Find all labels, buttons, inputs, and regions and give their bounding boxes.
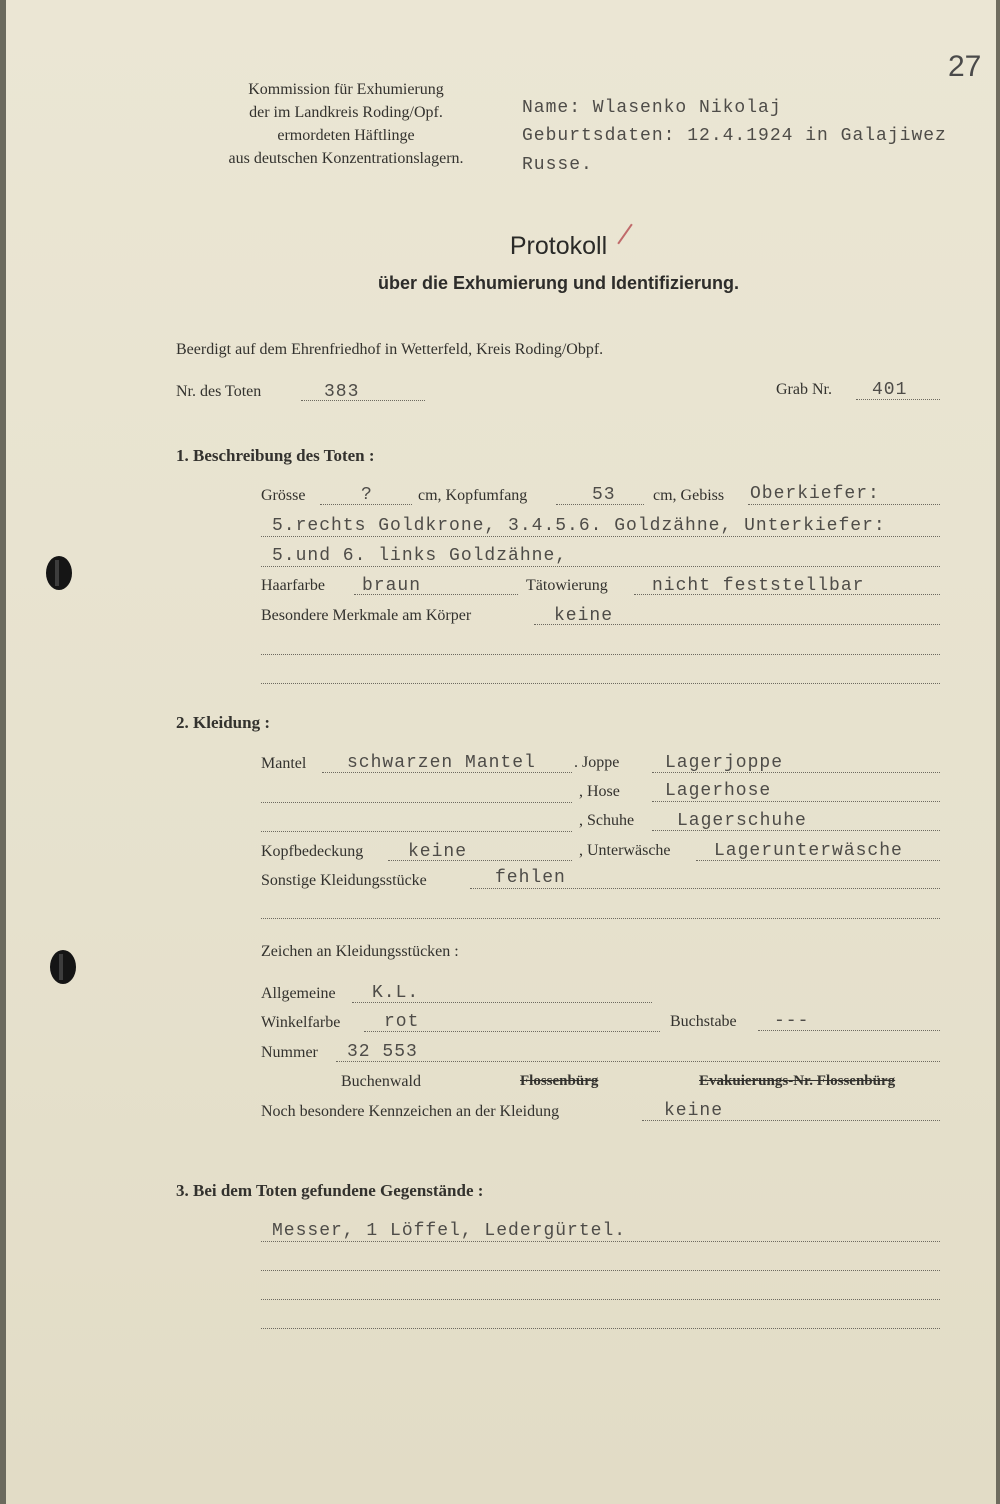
headwear-value: keine xyxy=(408,842,468,862)
dead-nr-label: Nr. des Toten xyxy=(176,383,262,400)
head-value: 53 xyxy=(592,485,616,505)
size-label: Grösse xyxy=(261,487,306,504)
person-name: Name: Wlasenko Nikolaj xyxy=(522,98,782,118)
trousers-blank-line xyxy=(261,802,572,803)
other-clothes-line-2 xyxy=(261,918,940,919)
grave-nr-label: Grab Nr. xyxy=(776,381,832,398)
tattoo-label: Tätowierung xyxy=(526,577,608,594)
triangle-value: rot xyxy=(384,1012,420,1032)
underwear-label: , Unterwäsche xyxy=(579,842,671,859)
items-line-2 xyxy=(261,1270,940,1271)
letter-label: Buchstabe xyxy=(670,1013,737,1030)
items-line-3 xyxy=(261,1299,940,1300)
items-value: Messer, 1 Löffel, Ledergürtel. xyxy=(272,1221,627,1241)
number-label: Nummer xyxy=(261,1044,318,1061)
jacket-label: . Joppe xyxy=(574,754,620,771)
number-line xyxy=(336,1061,940,1062)
camp-flossenburg: Flossenbürg xyxy=(520,1073,599,1089)
document-title: Protokoll xyxy=(509,232,608,260)
trousers-label: , Hose xyxy=(579,783,620,800)
coat-value: schwarzen Mantel xyxy=(347,753,536,773)
triangle-label: Winkelfarbe xyxy=(261,1014,341,1031)
punch-hole-bottom xyxy=(50,950,76,984)
teeth-value-1: Oberkiefer: xyxy=(750,484,880,504)
teeth-line-2 xyxy=(261,536,940,537)
commission-line-4: aus deutschen Konzentrationslagern. xyxy=(228,150,464,167)
headwear-label: Kopfbedeckung xyxy=(261,843,364,860)
teeth-line-1 xyxy=(748,504,940,505)
other-clothes-value: fehlen xyxy=(495,868,566,888)
punch-hole-top xyxy=(46,556,72,590)
tattoo-value: nicht feststellbar xyxy=(652,576,865,596)
items-line-4 xyxy=(261,1328,940,1329)
commission-line-2: der im Landkreis Roding/Opf. xyxy=(249,104,443,121)
dead-nr-line xyxy=(301,400,425,401)
teeth-value-3: 5.und 6. links Goldzähne, xyxy=(272,546,568,566)
general-label: Allgemeine xyxy=(261,985,336,1002)
camp-buchenwald: Buchenwald xyxy=(341,1073,421,1090)
dead-nr-value: 383 xyxy=(324,382,360,402)
other-clothes-label: Sonstige Kleidungsstücke xyxy=(261,872,427,889)
signs-heading: Zeichen an Kleidungsstücken : xyxy=(261,943,459,960)
general-value: K.L. xyxy=(372,983,420,1003)
jacket-value: Lagerjoppe xyxy=(665,753,784,773)
commission-line-1: Kommission für Exhumierung xyxy=(248,81,444,98)
section3-heading: 3. Bei dem Toten gefundene Gegenstände : xyxy=(176,1181,484,1200)
section2-heading: 2. Kleidung : xyxy=(176,713,270,732)
document-subtitle: über die Exhumierung und Identifizierung. xyxy=(377,273,739,293)
shoes-value: Lagerschuhe xyxy=(677,811,807,831)
coat-label: Mantel xyxy=(261,755,307,772)
underwear-value: Lagerunterwäsche xyxy=(714,841,903,861)
grave-nr-value: 401 xyxy=(872,380,908,400)
hair-value: braun xyxy=(362,576,422,596)
trousers-value: Lagerhose xyxy=(665,781,772,801)
person-birth: Geburtsdaten: 12.4.1924 in Galajiwez xyxy=(522,126,947,146)
page-number: 27 xyxy=(948,50,982,83)
shoes-label: , Schuhe xyxy=(579,812,635,829)
teeth-value-2: 5.rechts Goldkrone, 3.4.5.6. Goldzähne, Unterkiefer: xyxy=(272,516,886,536)
marks-line-3 xyxy=(261,683,940,684)
teeth-line-3 xyxy=(261,566,940,567)
extra-marks-value: keine xyxy=(664,1101,724,1121)
other-clothes-line xyxy=(470,888,940,889)
trousers-line xyxy=(652,801,940,802)
person-nationality: Russe. xyxy=(522,155,593,175)
hair-label: Haarfarbe xyxy=(261,577,325,594)
letter-value: --- xyxy=(774,1011,810,1031)
marks-line-2 xyxy=(261,654,940,655)
cm-teeth-label: cm, Gebiss xyxy=(653,487,725,504)
burial-text: Beerdigt auf dem Ehrenfriedhof in Wetterfeld, Kreis Roding/Obpf. xyxy=(176,341,604,358)
cm-head-label: cm, Kopfumfang xyxy=(418,487,528,504)
commission-header xyxy=(186,78,506,170)
marks-label: Besondere Merkmale am Körper xyxy=(261,607,472,624)
number-value: 32 553 xyxy=(347,1042,418,1062)
items-line-1 xyxy=(261,1241,940,1242)
evac-nr-label: Evakuierungs-Nr. Flossenbürg xyxy=(699,1073,896,1089)
shoes-blank-line xyxy=(261,831,572,832)
size-value: ? xyxy=(361,485,373,505)
commission-line-3: ermordeten Häftlinge xyxy=(277,127,415,144)
extra-marks-label: Noch besondere Kennzeichen an der Kleidung xyxy=(261,1103,560,1120)
section1-heading: 1. Beschreibung des Toten : xyxy=(176,446,375,465)
marks-value: keine xyxy=(554,606,614,626)
